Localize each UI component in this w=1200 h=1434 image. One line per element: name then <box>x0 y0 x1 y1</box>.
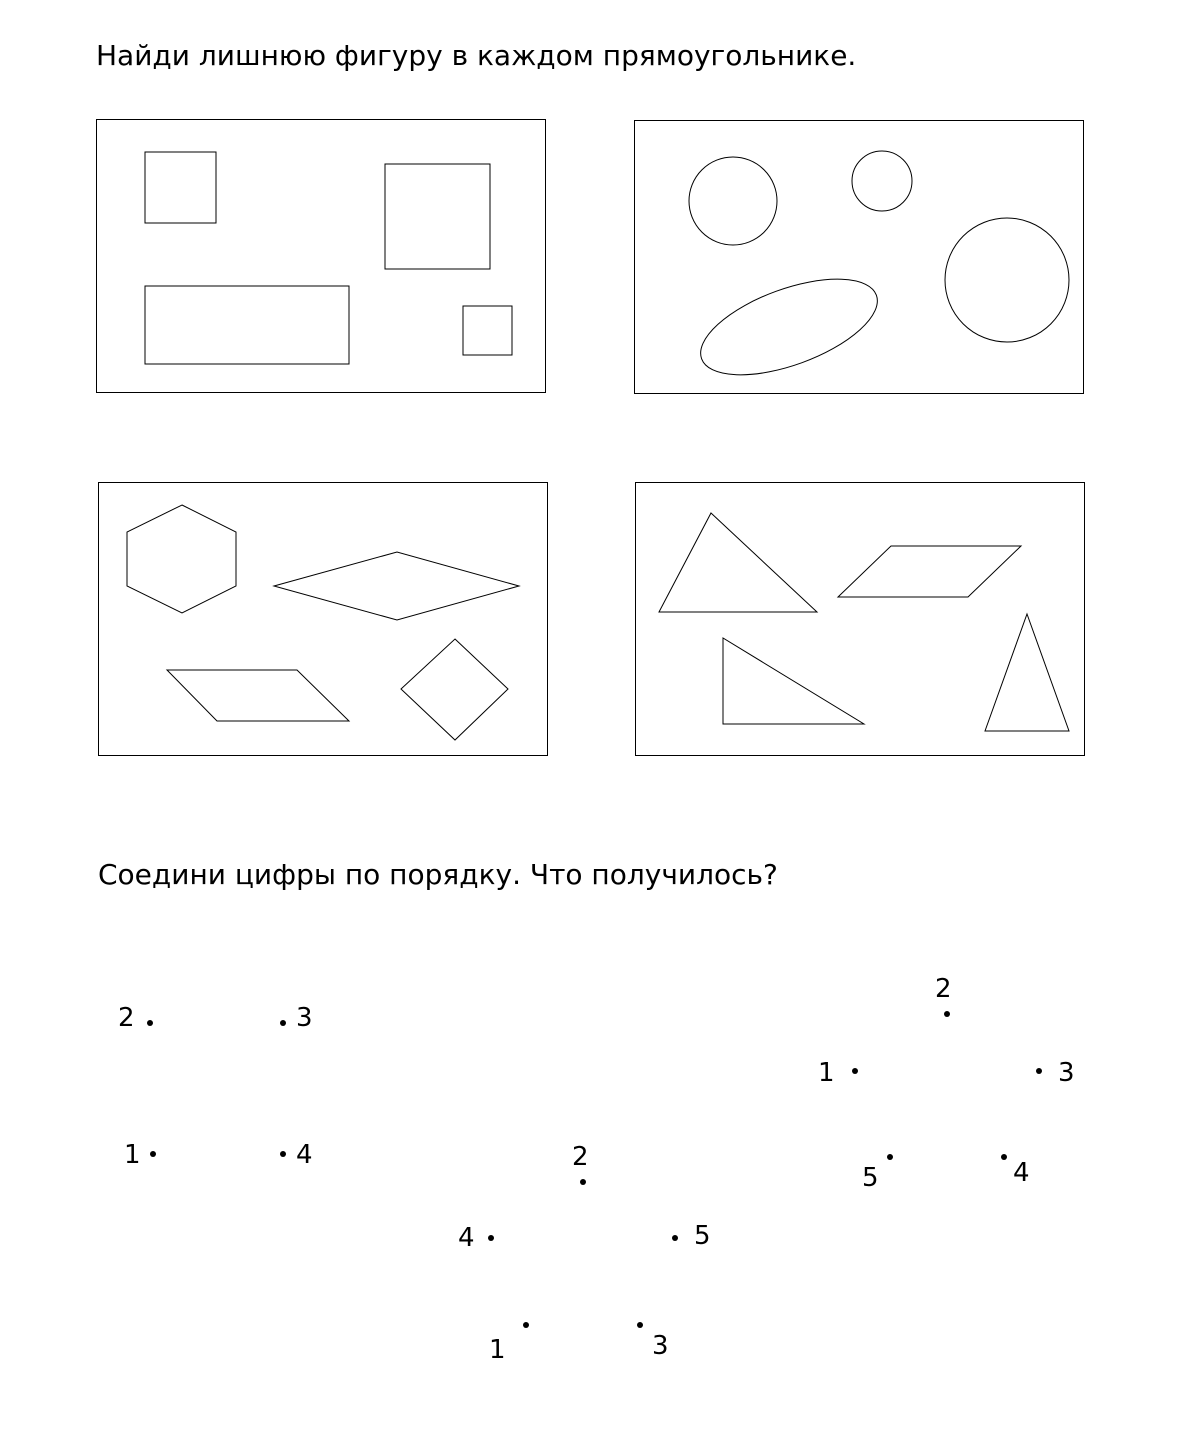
dot-label: 1 <box>489 1335 506 1365</box>
dot <box>280 1020 286 1026</box>
dot <box>887 1154 893 1160</box>
dot-label: 4 <box>458 1223 475 1253</box>
dot-label: 4 <box>1013 1158 1030 1188</box>
dot-label: 2 <box>118 1003 135 1033</box>
dot-label: 3 <box>652 1331 669 1361</box>
dot <box>280 1151 286 1157</box>
dot <box>523 1322 529 1328</box>
dot-label: 1 <box>818 1058 835 1088</box>
dot <box>580 1179 586 1185</box>
task1-heading: Найди лишнюю фигуру в каждом прямоугольнике. <box>96 39 857 72</box>
dot <box>672 1235 678 1241</box>
dot-label: 3 <box>1058 1058 1075 1088</box>
dot <box>147 1020 153 1026</box>
dot <box>488 1235 494 1241</box>
dot-label: 1 <box>124 1140 141 1170</box>
dot-label: 3 <box>296 1003 313 1033</box>
puzzle-pentagon <box>458 1142 711 1365</box>
dot-label: 5 <box>862 1163 879 1193</box>
dot-label: 2 <box>935 974 952 1004</box>
dot <box>637 1322 643 1328</box>
dot <box>1001 1154 1007 1160</box>
dot <box>1036 1068 1042 1074</box>
dot <box>150 1151 156 1157</box>
dot <box>852 1068 858 1074</box>
task2-heading: Соедини цифры по порядку. Что получилось? <box>98 858 778 891</box>
dot-label: 5 <box>694 1221 711 1251</box>
dot-label: 4 <box>296 1140 313 1170</box>
dot-label: 2 <box>572 1142 589 1172</box>
puzzle-right <box>818 974 1075 1193</box>
puzzle-square <box>118 1003 313 1170</box>
dot <box>944 1011 950 1017</box>
